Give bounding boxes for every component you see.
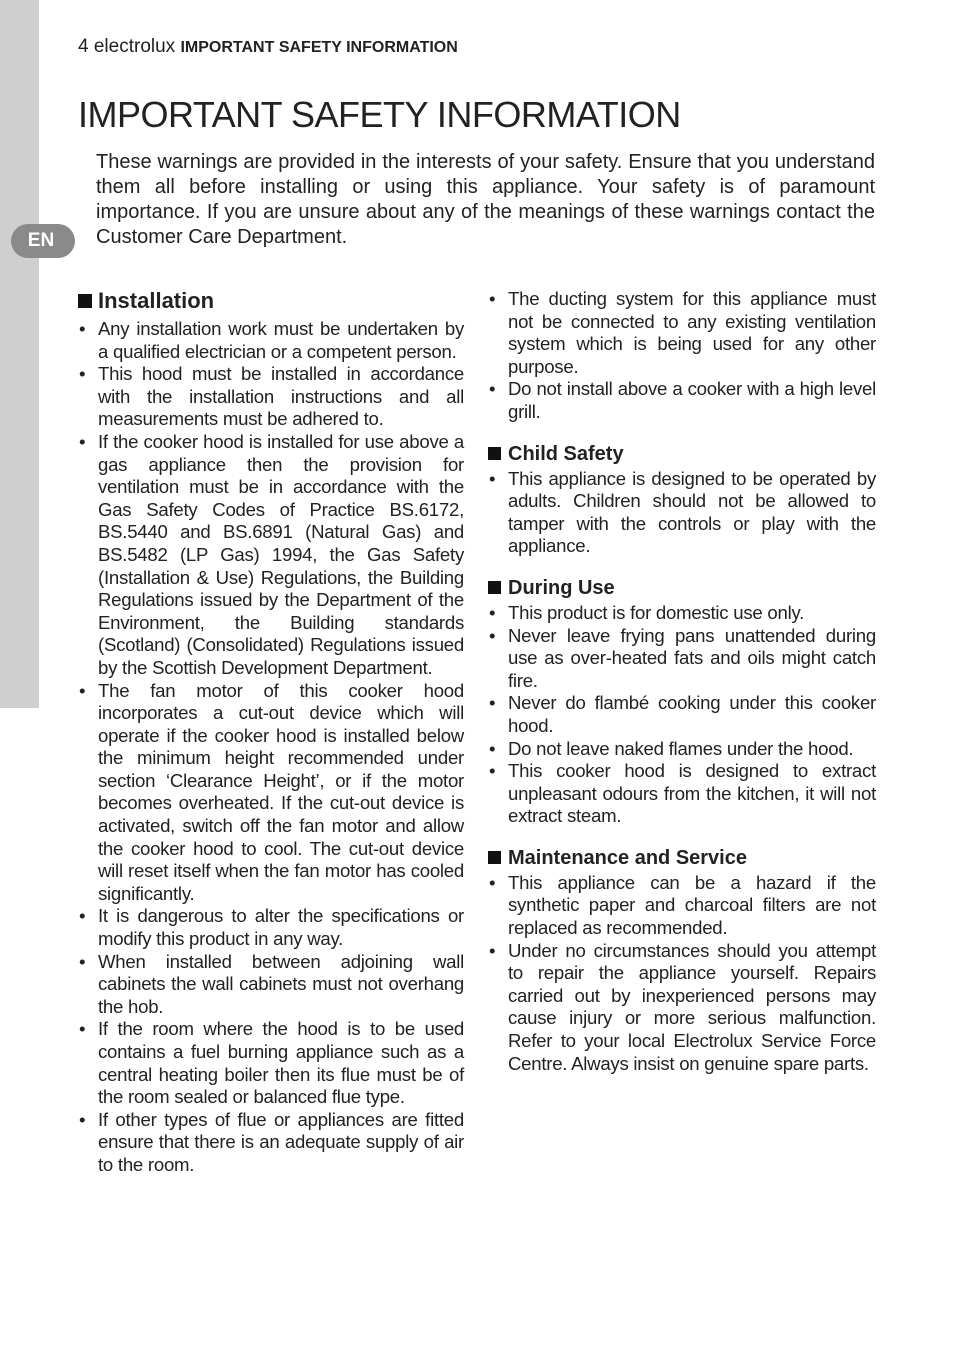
child-safety-heading-text: Child Safety [508,442,624,465]
list-item [488,940,876,1076]
square-bullet-icon [488,851,501,864]
child-safety-heading [488,442,876,466]
bullet-icon: • [79,905,86,927]
list-item [488,760,876,828]
list-item [78,1018,464,1108]
list-item-text: Any installation work must be undertaken by a qualified electrician or a competent person. [98,318,464,362]
list-item-text: Never do flambé cooking under this cooker hood. [508,692,876,736]
bullet-icon: • [79,430,86,452]
list-item-text: Under no circumstances should you attempt to repair the appliance yourself. Repairs carried out by inexperienced persons may cause injury or more serious malfunction. Refer to your local Electrolux Service Force Centre. Always insist on genuine spare parts. [508,939,876,1074]
list-item [78,363,464,431]
list-item-text: When installed between adjoining wall cabinets the wall cabinets must not overhang the hob. [98,950,464,1017]
bullet-icon: • [79,679,86,701]
list-item-text: If other types of flue or appliances are fitted ensure that there is an adequate supply of air to the room. [98,1108,464,1175]
list-item [78,318,464,363]
list-item [488,738,876,761]
side-margin-strip [0,0,39,708]
bullet-icon: • [79,318,86,339]
during-use-list [488,602,876,828]
bullet-icon: • [489,624,496,646]
list-item-text: This cooker hood is designed to extract unpleasant odours from the kitchen, it will not extract steam. [508,760,876,827]
intro-paragraph: These warnings are provided in the interests of your safety. Ensure that you understand them all before installing or using this appliance. Your safety is of paramount importance. If you are unsure about any of the meanings of these warnings contact the Customer Care Department. [96,151,875,248]
list-item [488,468,876,558]
page-title: IMPORTANT SAFETY INFORMATION [78,94,681,135]
list-item-text: Never leave frying pans unattended during use as over-heated fats and oils might catch fire. [508,624,876,691]
during-use-heading-text: During Use [508,576,615,599]
installation-continued-list [488,288,876,424]
installation-continued-section [488,288,876,424]
maintenance-list [488,872,876,1075]
during-use-section [488,576,876,828]
bullet-icon: • [489,939,496,961]
header-section-title: IMPORTANT SAFETY INFORMATION [180,39,458,56]
bullet-icon: • [489,760,496,782]
list-item-text: Do not leave naked flames under the hood. [508,737,854,759]
list-item [488,378,876,423]
language-tab: EN [11,224,75,258]
list-item [78,1109,464,1177]
maintenance-heading-text: Maintenance and Service [508,846,747,869]
list-item [78,431,464,680]
page-number: 4 [78,36,89,57]
bullet-icon: • [489,288,496,309]
maintenance-heading [488,846,876,870]
during-use-heading [488,576,876,600]
list-item-text: If the cooker hood is installed for use above a gas appliance then the provision for ventilation must be in accordance with the Gas Safety Codes of Practice BS.6172, BS.5440 and BS.6891 (Natural Gas) and BS.5482 (LP Gas) 1994, the Gas Safety (Installation & Use) Regulations, the Building Regulations issued by the Department of the Environment, the Building standards (Scotland) (Consolidated) Regulations issued by the Scottish Development Department. [98,430,464,678]
running-header [78,36,458,58]
list-item-text: This hood must be installed in accordance with the installation instructions and all measurements must be adhered to. [98,363,464,430]
list-item-text: The fan motor of this cooker hood incorporates a cut-out device which will operate if the cooker hood is installed below the minimum height recommended under section ‘Clearance Height’, or if the motor becomes overheated. If the cut-out device is activated, switch off the fan motor and allow the cooker hood to cool. The cut-out device will reset itself when the fan motor has cooled significantly. [98,679,464,904]
installation-section [78,286,464,1177]
installation-list [78,318,464,1177]
list-item [78,905,464,950]
bullet-icon: • [79,1108,86,1130]
list-item-text: Do not install above a cooker with a high level grill. [508,378,876,422]
bullet-icon: • [79,363,86,385]
list-item-text: This appliance can be a hazard if the synthetic paper and charcoal filters are not replaced as recommended. [508,871,876,939]
list-item [488,692,876,737]
list-item [488,288,876,378]
list-item [488,602,876,625]
square-bullet-icon [488,447,501,460]
bullet-icon: • [489,378,496,400]
list-item-text: If the room where the hood is to be used contains a fuel burning appliance such as a central heating boiler then its flue must be of the room sealed or balanced flue type. [98,1018,464,1108]
brand-name: electrolux [93,36,176,57]
list-item [78,951,464,1019]
right-column [488,288,876,1093]
left-column [78,286,464,1195]
bullet-icon: • [489,871,496,893]
square-bullet-icon [78,294,92,308]
child-safety-section [488,442,876,558]
list-item [488,872,876,940]
installation-heading [78,286,464,316]
list-item-text: The ducting system for this appliance must not be connected to any existing ventilation system which is being used for any other purpose. [508,288,876,377]
bullet-icon: • [79,950,86,972]
bullet-icon: • [489,467,496,489]
square-bullet-icon [488,581,501,594]
child-safety-list [488,468,876,558]
list-item-text: This appliance is designed to be operated by adults. Children should not be allowed to tamper with the controls or play with the appliance. [508,467,876,557]
bullet-icon: • [489,601,496,623]
list-item-text: It is dangerous to alter the specifications or modify this product in any way. [98,905,464,950]
list-item [488,625,876,693]
bullet-icon: • [489,692,496,714]
list-item [78,680,464,906]
installation-heading-text: Installation [98,288,215,313]
bullet-icon: • [489,737,496,759]
list-item-text: This product is for domestic use only. [508,601,805,623]
bullet-icon: • [79,1018,86,1040]
maintenance-section [488,846,876,1075]
